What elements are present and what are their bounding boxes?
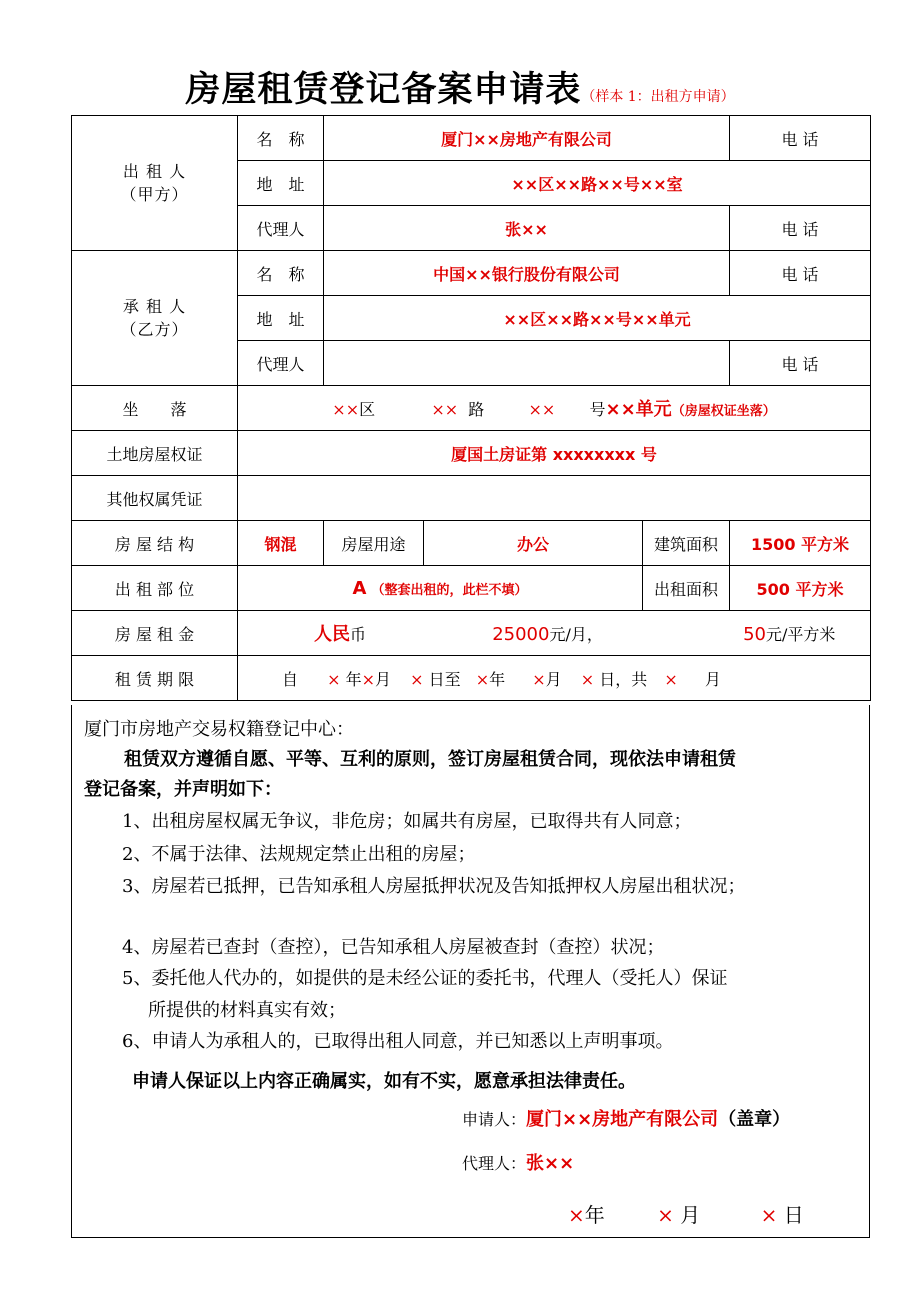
location-road: ×× — [431, 400, 459, 419]
rent-part-letter: A — [352, 577, 367, 599]
applicant-line — [462, 1105, 790, 1131]
date-line — [568, 1199, 804, 1228]
agent-line — [462, 1149, 574, 1175]
declaration-item-6: 6、申请人为承租人的，已取得出租人同意，并已知悉以上声明事项。 — [122, 1031, 674, 1052]
use-value[interactable]: 办公 — [424, 521, 643, 566]
application-form-table — [71, 115, 871, 701]
term-end-year-unit: 年 — [489, 669, 506, 689]
lessor-name-label: 名 称 — [238, 116, 324, 161]
building-area-label: 建筑面积 — [643, 521, 730, 566]
rent-area-label: 出租面积 — [643, 566, 730, 611]
term-start-day-unit: 日至 — [428, 669, 461, 689]
location-number: ×× — [528, 400, 556, 419]
agent-value[interactable]: 张×× — [526, 1153, 575, 1174]
lessee-section-label — [72, 251, 238, 386]
applicant-value[interactable]: 厦门××房地产有限公司 — [526, 1109, 719, 1130]
rent-label: 房 屋 租 金 — [72, 611, 238, 656]
declaration-section — [71, 705, 870, 1238]
lessee-address-label: 地 址 — [238, 296, 324, 341]
term-label: 租 赁 期 限 — [72, 656, 238, 701]
location-label: 坐 落 — [72, 386, 238, 431]
term-end-month: × — [532, 669, 546, 689]
declaration-item-1: 1、出租房屋权属无争议，非危房；如属共有房屋，已取得共有人同意； — [122, 811, 692, 832]
declaration-item-3: 3、房屋若已抵押，已告知承租人房屋抵押状况及告知抵押权人房屋出租状况； — [122, 876, 746, 897]
declaration-lead-line2: 登记备案，并声明如下： — [84, 779, 282, 800]
lessee-label-line2: （乙方） — [120, 320, 189, 339]
lessor-section-label — [72, 116, 238, 251]
term-start-month-unit: 月 — [375, 669, 392, 689]
term-total-months-unit: 月 — [704, 669, 721, 689]
term-end-day-unit: 日，共 — [599, 669, 648, 689]
certificate-value[interactable]: 厦国土房证第 xxxxxxxx 号 — [238, 431, 871, 476]
term-end-year: × — [475, 669, 490, 689]
lessor-address-label: 地 址 — [238, 161, 324, 206]
term-total-months: × — [664, 669, 678, 689]
lessor-agent-value[interactable]: 张×× — [324, 206, 730, 251]
form-title-sample-note: （样本 1：出租方申请） — [581, 89, 735, 105]
applicant-label: 申请人： — [462, 1110, 527, 1129]
term-start-year: × — [327, 669, 341, 689]
use-label: 房屋用途 — [324, 521, 424, 566]
date-day-unit: 日 — [783, 1203, 804, 1227]
certificate-label: 土地房屋权证 — [72, 431, 238, 476]
applicant-seal: （盖章） — [718, 1109, 791, 1130]
rent-per-sqm: 50 — [743, 624, 766, 645]
lessor-label-line1: 出 租 人 — [122, 162, 187, 181]
date-month-unit: 月 — [680, 1203, 701, 1227]
location-unit: ××单元 — [605, 399, 672, 420]
lessor-phone-label: 电 话 — [730, 116, 871, 161]
rent-monthly-unit: 元/月， — [549, 625, 603, 644]
location-note: （房屋权证坐落） — [671, 404, 776, 419]
lessee-agent-phone-label: 电 话 — [730, 341, 871, 386]
declaration-addressee: 厦门市房地产交易权籍登记中心： — [84, 719, 354, 740]
other-cert-value[interactable] — [238, 476, 871, 521]
rent-currency: 人民 — [314, 624, 350, 645]
location-district-unit: 区 — [359, 400, 376, 419]
lessee-phone-label: 电 话 — [730, 251, 871, 296]
lessee-address-value[interactable]: ××区××路××号××单元 — [324, 296, 871, 341]
lessee-agent-label: 代理人 — [238, 341, 324, 386]
structure-value[interactable]: 钢混 — [238, 521, 324, 566]
rent-value[interactable] — [238, 611, 871, 656]
date-year: × — [568, 1203, 585, 1227]
term-end-day: × — [580, 669, 595, 689]
location-value[interactable] — [238, 386, 871, 431]
location-number-unit: 号 — [589, 400, 606, 419]
rent-per-sqm-unit: 元/平方米 — [765, 625, 836, 644]
term-from: 自 — [282, 669, 299, 689]
declaration-item-5b: 所提供的材料真实有效； — [148, 1000, 346, 1021]
lessor-agent-label: 代理人 — [238, 206, 324, 251]
rent-part-label: 出 租 部 位 — [72, 566, 238, 611]
date-year-unit: 年 — [584, 1203, 605, 1227]
lessor-label-line2: （甲方） — [120, 185, 189, 204]
term-end-month-unit: 月 — [545, 669, 562, 689]
date-day: × — [760, 1203, 778, 1227]
term-start-day: × — [410, 669, 424, 689]
declaration-item-4: 4、房屋若已查封（查控），已告知承租人房屋被查封（查控）状况； — [122, 937, 665, 958]
rent-monthly: 25000 — [492, 624, 550, 645]
lessee-label-line1: 承 租 人 — [122, 297, 187, 316]
structure-label: 房 屋 结 构 — [72, 521, 238, 566]
declaration-lead-line1: 租赁双方遵循自愿、平等、互利的原则，签订房屋租赁合同，现依法申请租赁 — [124, 749, 736, 770]
lessee-agent-value[interactable] — [324, 341, 730, 386]
rent-part-note: （整套出租的，此栏不填） — [371, 582, 528, 598]
lessee-name-value[interactable]: 中国××银行股份有限公司 — [324, 251, 730, 296]
other-cert-label: 其他权属凭证 — [72, 476, 238, 521]
form-title-main: 房屋租赁登记备案申请表 — [185, 70, 582, 110]
declaration-item-2: 2、不属于法律、法规规定禁止出租的房屋； — [122, 844, 476, 865]
lessor-agent-phone-label: 电 话 — [730, 206, 871, 251]
lessor-name-value[interactable]: 厦门××房地产有限公司 — [324, 116, 730, 161]
term-value[interactable] — [238, 656, 871, 701]
location-district: ×× — [332, 400, 360, 419]
form-title — [0, 62, 920, 112]
term-start-month: × — [361, 669, 376, 689]
rent-currency-unit: 币 — [350, 625, 367, 644]
lessee-name-label: 名 称 — [238, 251, 324, 296]
declaration-item-5a: 5、委托他人代办的，如提供的是未经公证的委托书，代理人（受托人）保证 — [122, 968, 728, 989]
rent-area-value[interactable]: 500 平方米 — [730, 566, 871, 611]
location-road-unit: 路 — [468, 400, 485, 419]
lessor-address-value[interactable]: ××区××路××号××室 — [324, 161, 871, 206]
date-month: × — [657, 1203, 674, 1227]
term-start-year-unit: 年 — [345, 669, 362, 689]
agent-label: 代理人： — [462, 1154, 527, 1173]
rent-part-value[interactable] — [238, 566, 643, 611]
declaration-guarantee: 申请人保证以上内容正确属实，如有不实，愿意承担法律责任。 — [132, 1071, 636, 1092]
building-area-value[interactable]: 1500 平方米 — [730, 521, 871, 566]
